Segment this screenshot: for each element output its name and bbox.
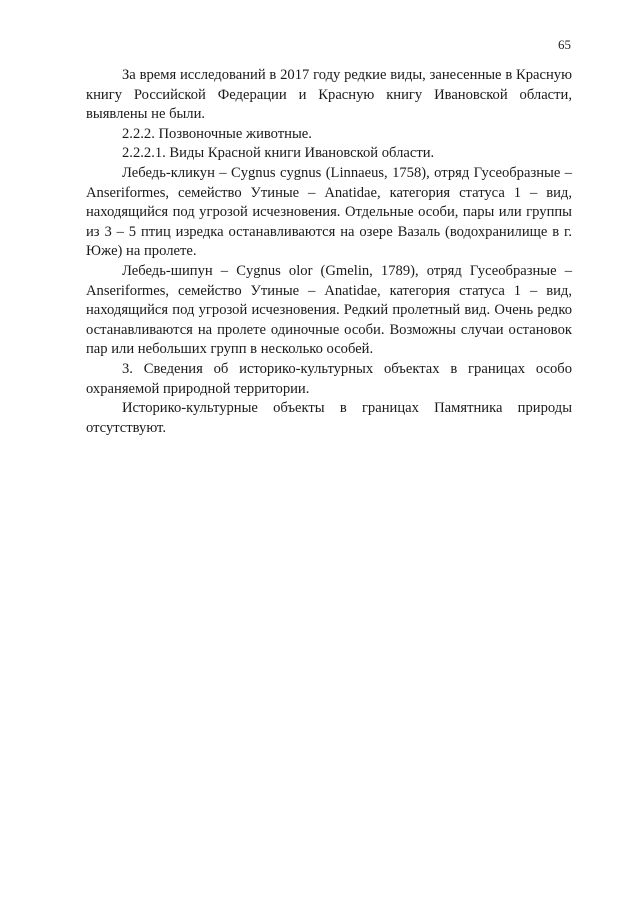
page-number: 65: [558, 37, 571, 52]
subsection-heading-red-book-species: 2.2.2.1. Виды Красной книги Ивановской области.: [122, 145, 435, 162]
section-heading-cultural-objects: 3. Сведения об историко-культурных объектах в границах особо охраняемой природной территории.: [86, 360, 572, 397]
paragraph-whooper-swan: Лебедь-кликун – Cygnus cygnus (Linnaeus, 1758), отряд Гусеобразные – Anseriformes, семейство Утиные – Anatidae, категория статуса 1 – вид, находящийся под угрозой исчезновения. Отдельные особи, пары или группы из 3 – 5 птиц изредка останавливаются на озере Вазаль (водохранилище в г. Юже) на пролете.: [86, 164, 572, 260]
paragraph-cultural-objects-absent: Историко-культурные объекты в границах Памятника природы отсутствуют.: [86, 400, 572, 436]
paragraph-rare-species-2017: За время исследований в 2017 году редкие виды, занесенные в Красную книгу Российской Федерации и Красную книгу Ивановской области, выявлены не были.: [86, 67, 572, 123]
paragraph-mute-swan: Лебедь-шипун – Cygnus olor (Gmelin, 1789), отряд Гусеобразные – Anseriformes, семейство Утиные – Anatidae, категория статуса 1 – вид, находящийся под угрозой исчезновения. Редкий пролетный вид. Очень редко останавливаются на пролете одиночные особи. Возможны случаи остановок пар или небольших групп в несколько особей.: [86, 262, 572, 358]
section-heading-vertebrates: 2.2.2. Позвоночные животные.: [122, 125, 312, 142]
document-body: [86, 66, 572, 438]
